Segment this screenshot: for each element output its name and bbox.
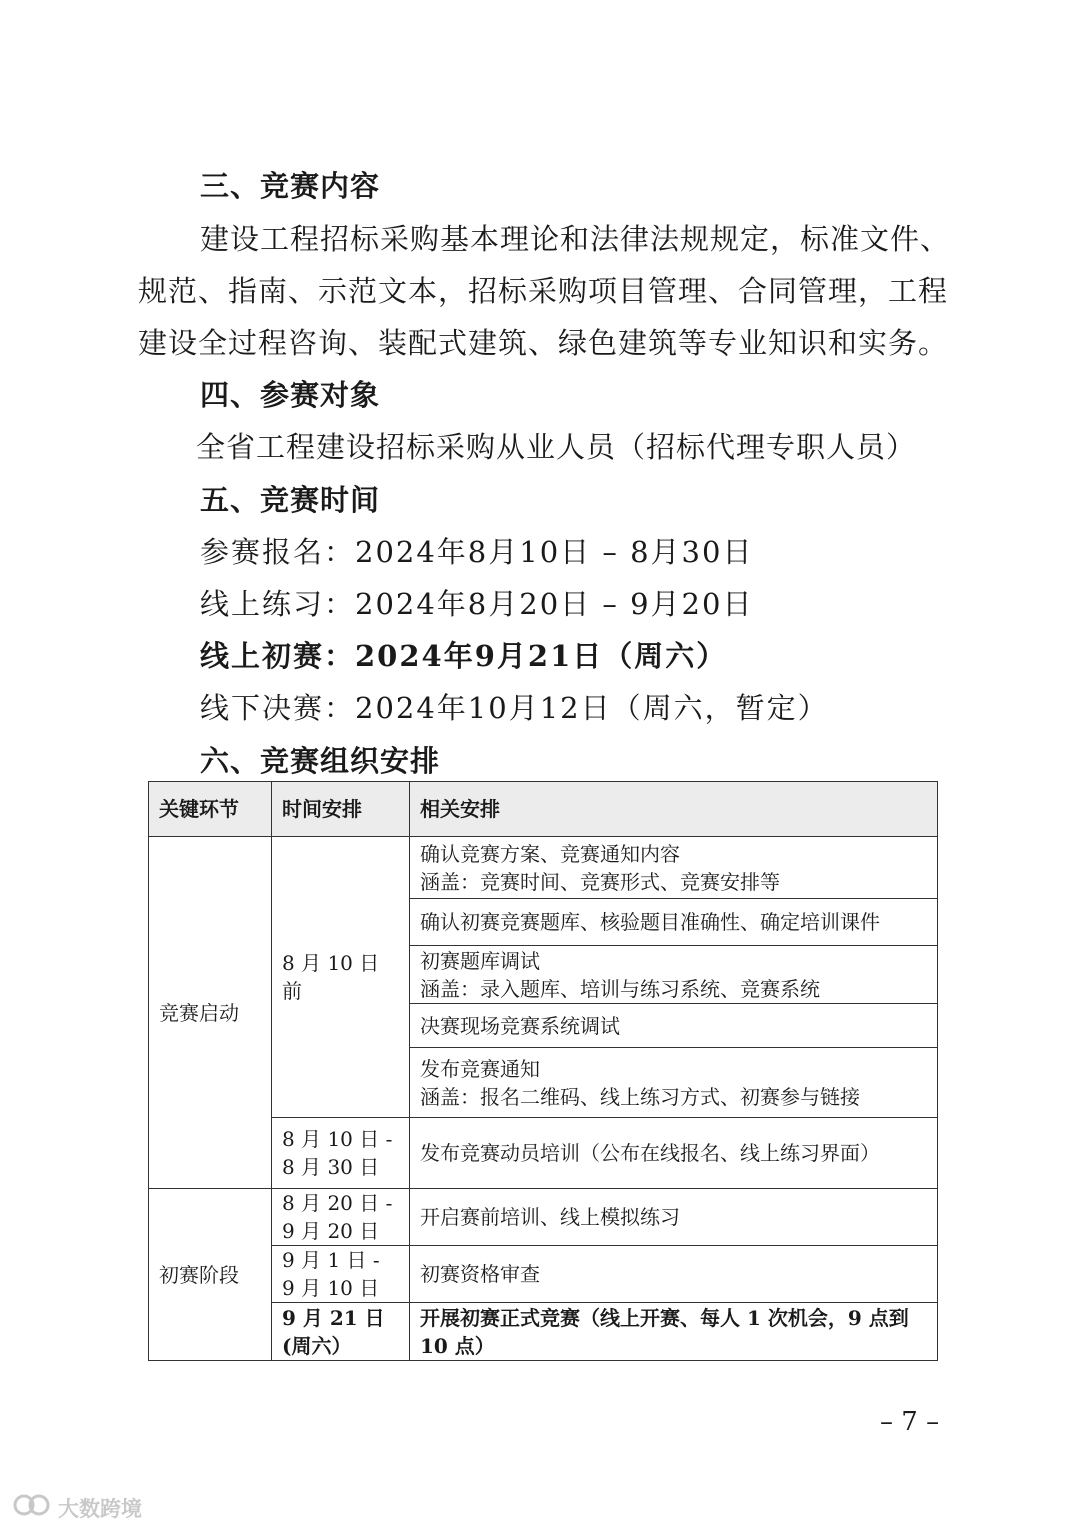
watermark-text: 大数跨境 xyxy=(58,1496,142,1521)
task-cell xyxy=(410,1048,938,1118)
page-number: – 7 – xyxy=(880,1407,940,1437)
time-text: 8 月 30 日 xyxy=(282,1155,380,1179)
task-text: 涵盖：录入题库、培训与练习系统、竞赛系统 xyxy=(420,976,820,1001)
time-text: 9 月 20 日 xyxy=(282,1219,380,1243)
task-cell xyxy=(410,946,938,1004)
schedule-online-preliminary: 线上初赛：2024年9月21日（周六） xyxy=(200,639,728,673)
task-cell xyxy=(410,1004,938,1048)
section-5-heading: 五、竞赛时间 xyxy=(200,483,381,517)
stage-preliminary: 初赛阶段 xyxy=(149,1189,272,1361)
task-text: 确认初赛竞赛题库、核验题目准确性、确定培训课件 xyxy=(420,910,880,934)
section-3-heading: 三、竞赛内容 xyxy=(200,169,381,203)
task-text: 初赛资格审查 xyxy=(420,1262,540,1286)
header-key-stage: 关键环节 xyxy=(149,782,272,837)
task-cell xyxy=(410,837,938,899)
section-4-heading: 四、参赛对象 xyxy=(200,378,381,412)
section-3-line-1: 建设工程招标采购基本理论和法律法规规定，标准文件、 xyxy=(200,222,951,256)
task-cell xyxy=(410,899,938,946)
task-text: 发布竞赛通知 xyxy=(420,1056,540,1081)
organization-table xyxy=(148,781,938,1361)
section-3-line-3: 建设全过程咨询、装配式建筑、绿色建筑等专业知识和实务。 xyxy=(138,326,949,360)
time-cell xyxy=(272,1118,410,1189)
section-3-line-2: 规范、指南、示范文本，招标采购项目管理、合同管理，工程 xyxy=(138,274,949,308)
time-text: 8 月 20 日 - xyxy=(282,1191,393,1215)
time-text: 9 月 1 日 - xyxy=(282,1248,380,1272)
task-cell xyxy=(410,1303,938,1361)
time-text: 9 月 10 日 xyxy=(282,1276,380,1300)
schedule-registration: 参赛报名：2024年8月10日 – 8月30日 xyxy=(200,535,754,569)
time-cell xyxy=(272,1303,410,1361)
task-cell xyxy=(410,1118,938,1189)
time-text: 9 月 21 日(周六） xyxy=(282,1305,385,1358)
table-header-row xyxy=(149,782,938,837)
table-row xyxy=(149,837,938,899)
header-time: 时间安排 xyxy=(272,782,410,837)
header-arrangement: 相关安排 xyxy=(410,782,938,837)
task-text: 发布竞赛动员培训（公布在线报名、线上练习界面） xyxy=(420,1141,880,1165)
section-4-text: 全省工程建设招标采购从业人员（招标代理专职人员） xyxy=(196,430,917,464)
section-6-heading: 六、竞赛组织安排 xyxy=(200,744,441,778)
task-text: 涵盖：竞赛时间、竞赛形式、竞赛安排等 xyxy=(420,869,780,894)
time-text: 8 月 10 日 - xyxy=(282,1127,393,1151)
table-row xyxy=(149,1189,938,1246)
brand-logo-icon xyxy=(12,1492,52,1523)
time-cell xyxy=(272,1246,410,1303)
time-cell xyxy=(272,1189,410,1246)
schedule-online-practice: 线上练习：2024年8月20日 – 9月20日 xyxy=(200,587,754,621)
task-text: 涵盖：报名二维码、线上练习方式、初赛参与链接 xyxy=(420,1084,860,1109)
task-text: 决赛现场竞赛系统调试 xyxy=(420,1013,620,1038)
schedule-offline-final: 线下决赛：2024年10月12日（周六，暂定） xyxy=(200,691,829,725)
task-text: 开展初赛正式竞赛（线上开赛、每人 1 次机会，9 点到 10 点） xyxy=(420,1305,909,1358)
task-cell xyxy=(410,1246,938,1303)
task-text: 初赛题库调试 xyxy=(420,948,540,973)
task-text: 开启赛前培训、线上模拟练习 xyxy=(420,1205,680,1229)
watermark xyxy=(12,1492,142,1523)
time-before-aug10: 8 月 10 日前 xyxy=(272,837,410,1118)
stage-launch: 竞赛启动 xyxy=(149,837,272,1189)
task-cell xyxy=(410,1189,938,1246)
task-text: 确认竞赛方案、竞赛通知内容 xyxy=(420,841,680,866)
